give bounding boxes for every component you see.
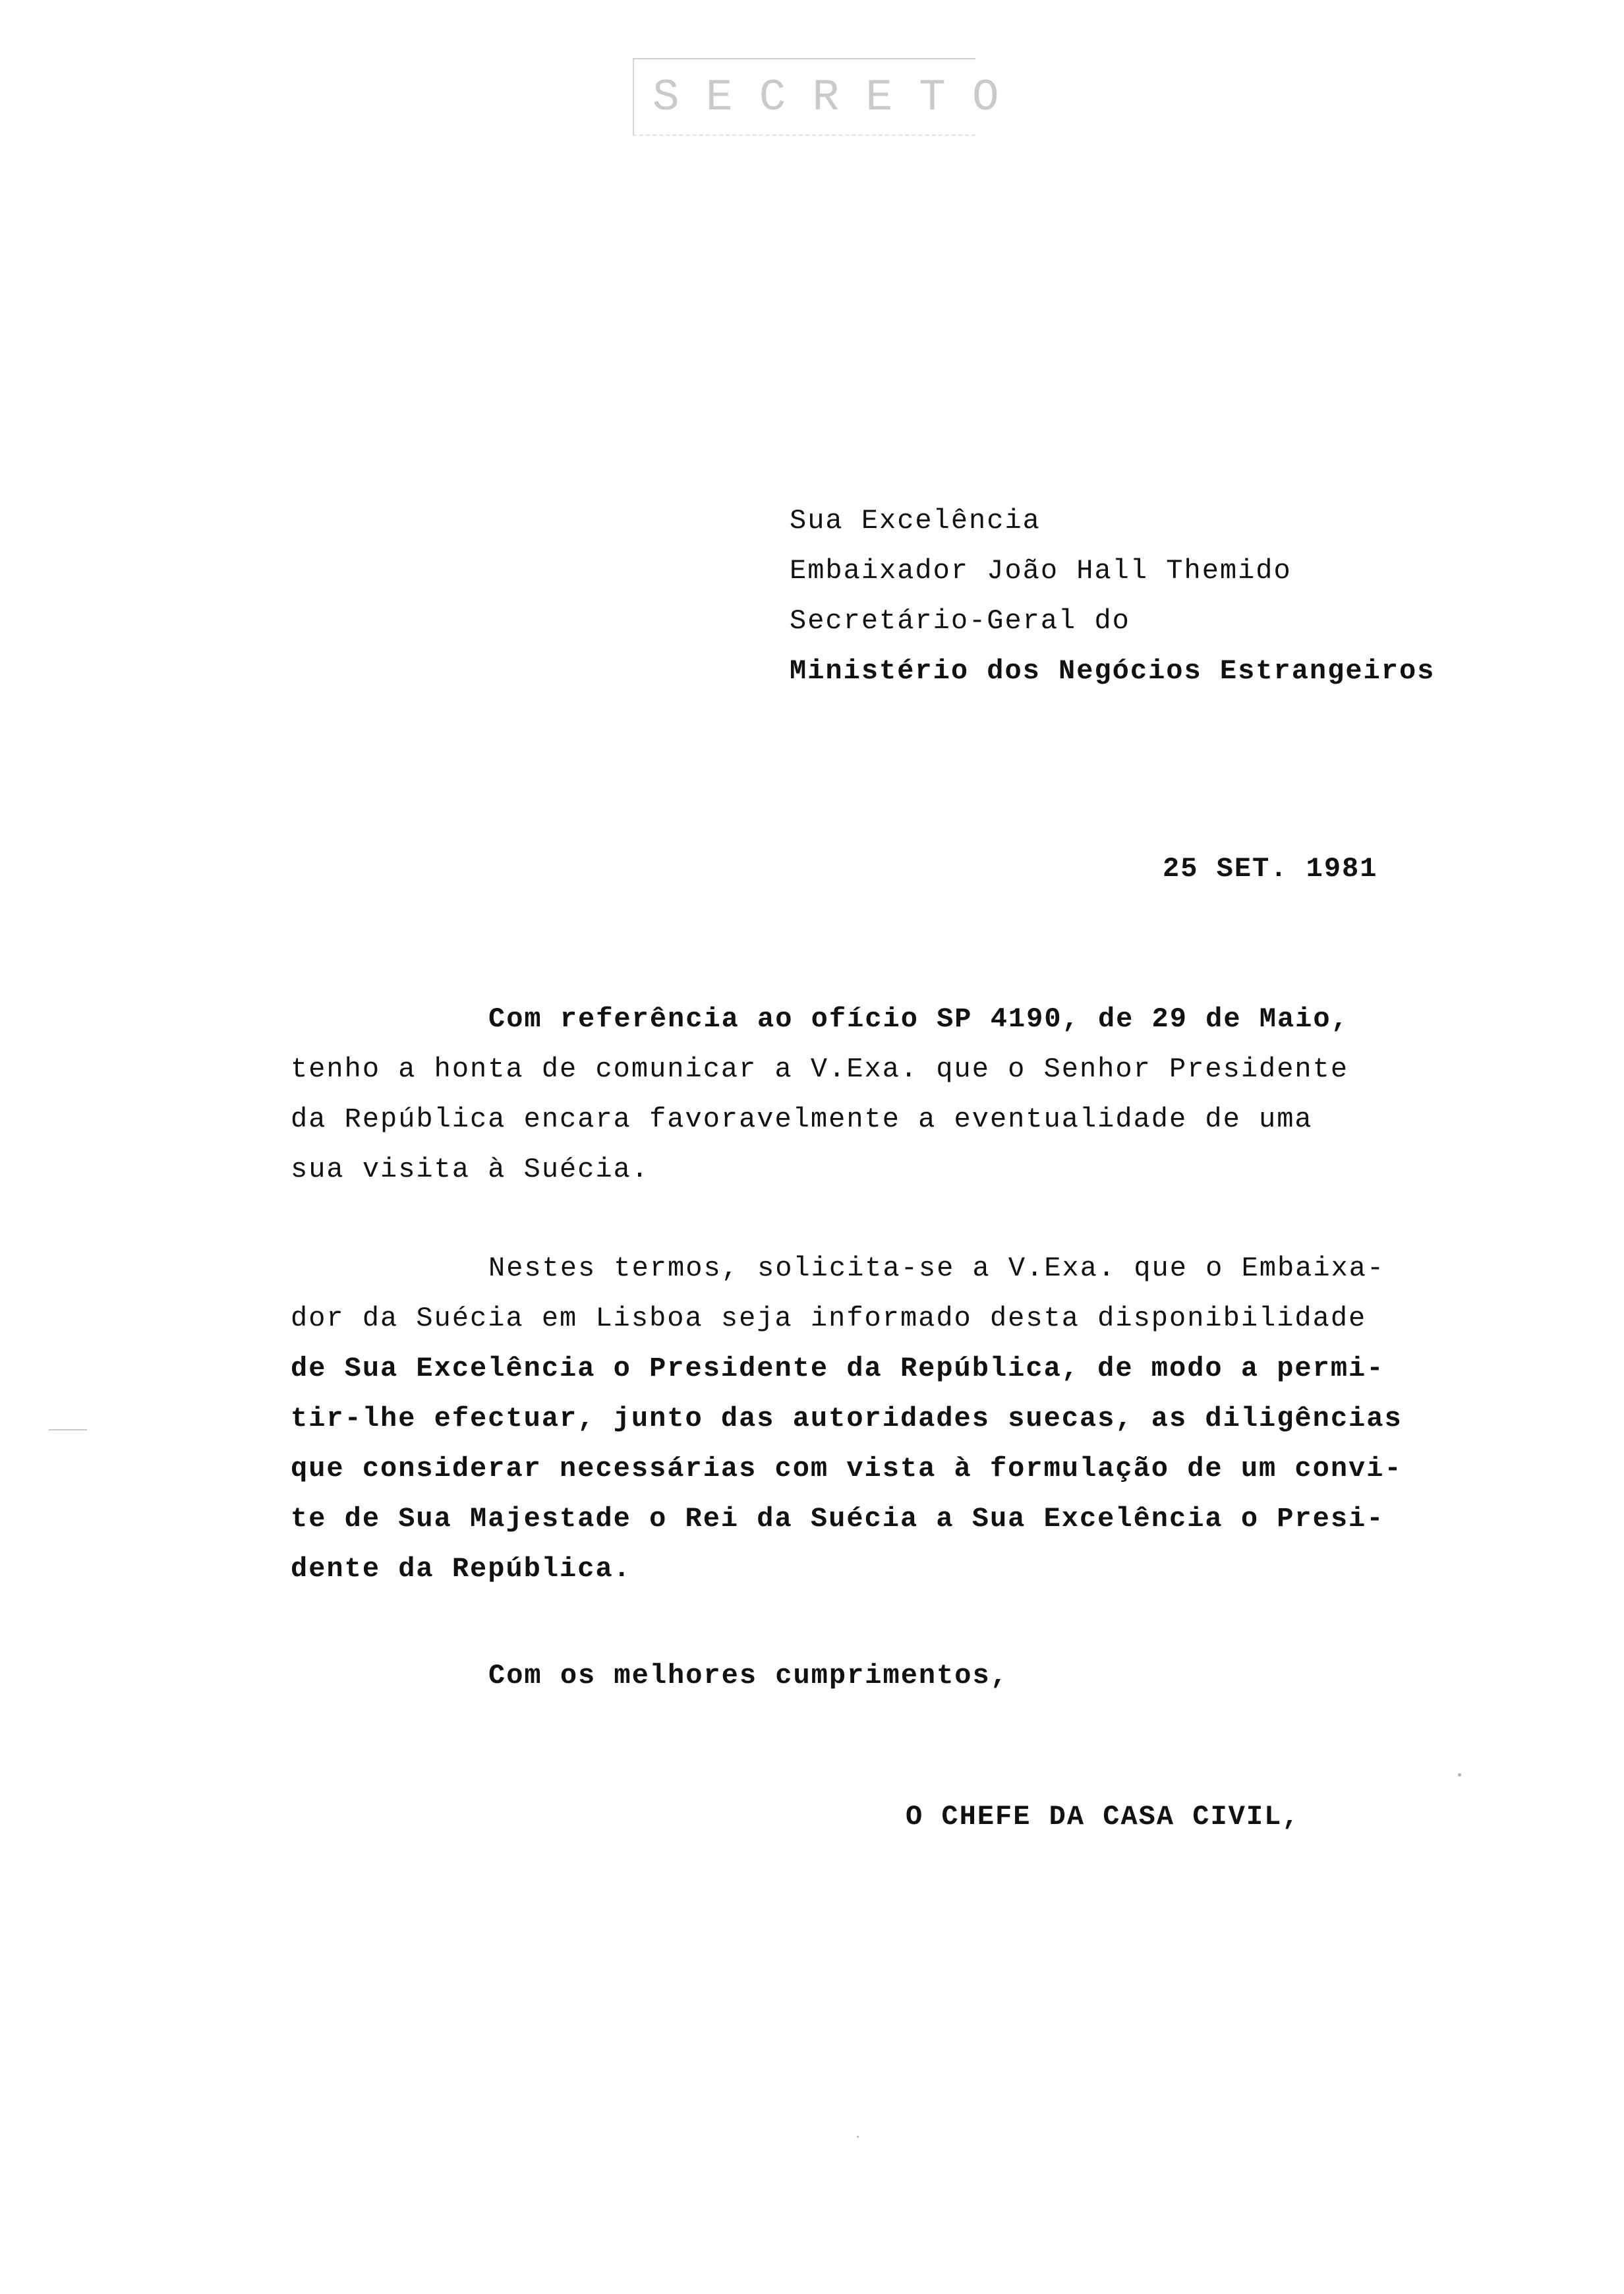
classification-stamp: SECRETO — [633, 58, 975, 136]
paragraph-2 — [291, 1243, 1403, 1594]
addressee-line-2: Embaixador João Hall Themido — [790, 555, 1292, 587]
addressee-line-4: Ministério dos Negócios Estrangeiros — [790, 655, 1436, 687]
paragraph-2-line-6: te de Sua Majestade o Rei da Suécia a Sua Excelência o Presi- — [291, 1503, 1385, 1535]
paragraph-1-line-4: sua visita à Suécia. — [291, 1154, 650, 1185]
speck — [1458, 1773, 1461, 1777]
paragraph-2-line-7: dente da República. — [291, 1553, 631, 1585]
margin-mark — [49, 1429, 87, 1430]
paragraph-1-line-2: tenho a honta de comunicar a V.Exa. que o Senhor Presidente — [291, 1053, 1349, 1085]
paragraph-2-line-4: tir-lhe efectuar, junto das autoridades suecas, as diligências — [291, 1403, 1403, 1434]
paragraph-2-line-5: que considerar necessárias com vista à formulação de um convi- — [291, 1453, 1403, 1485]
paragraph-1-line-1: Com referência ao ofício SP 4190, de 29 de Maio, — [488, 1003, 1349, 1035]
addressee-line-3: Secretário-Geral do — [790, 605, 1130, 637]
letter-date: 25 SET. 1981 — [1163, 853, 1378, 885]
closing-line — [291, 1651, 1008, 1701]
speck — [857, 2136, 859, 2138]
addressee-block — [790, 496, 1435, 696]
addressee-line-1: Sua Excelência — [790, 505, 1041, 537]
signature-title: O CHEFE DA CASA CIVIL, — [906, 1801, 1300, 1833]
paragraph-1-line-3: da República encara favoravelmente a eventualidade de uma — [291, 1103, 1313, 1135]
closing-text: Com os melhores cumprimentos, — [488, 1660, 1008, 1691]
paragraph-2-line-1: Nestes termos, solicita-se a V.Exa. que o Embaixa- — [488, 1252, 1385, 1284]
paragraph-2-line-2: dor da Suécia em Lisboa seja informado desta disponibilidade — [291, 1303, 1367, 1334]
paragraph-2-line-3: de Sua Excelência o Presidente da República, de modo a permi- — [291, 1353, 1385, 1384]
paragraph-1 — [291, 994, 1349, 1194]
